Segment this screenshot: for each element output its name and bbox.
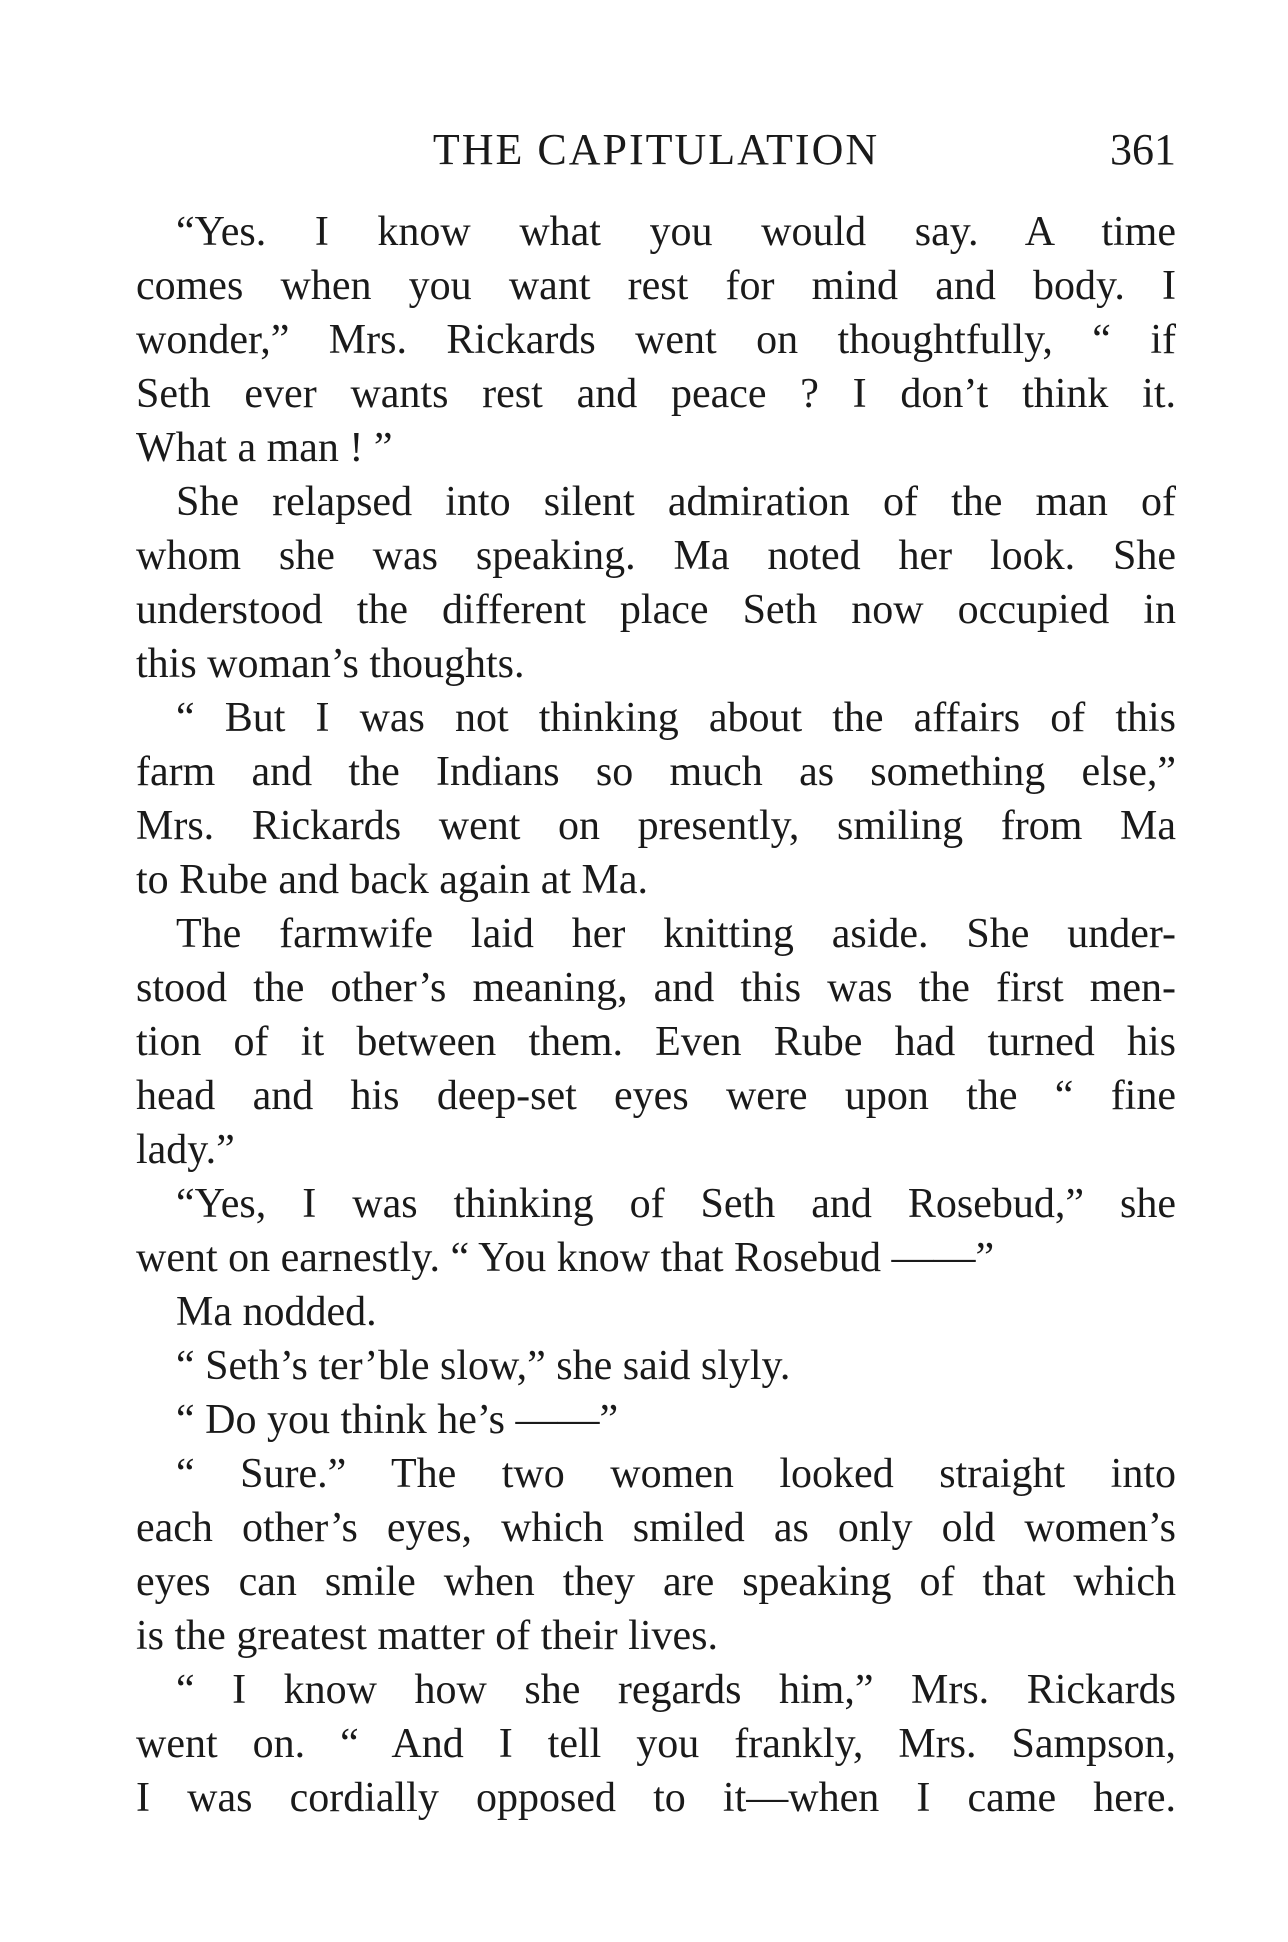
text-line: this woman’s thoughts. (136, 641, 525, 687)
text-line: I was cordially opposed to it—when I came here. (136, 1775, 1176, 1821)
text-line: went on. “ And I tell you frankly, Mrs. Sampson, (136, 1721, 1176, 1767)
text-line: “ I know how she regards him,” Mrs. Rickards (176, 1667, 1176, 1713)
text-line: She relapsed into silent admiration of the man of (176, 479, 1176, 525)
text-line: The farmwife laid her knitting aside. She under- (176, 911, 1176, 957)
body-text (136, 205, 1176, 1825)
text-line: Ma nodded. (176, 1289, 377, 1335)
text-line: went on earnestly. “ You know that Rosebud ——” (136, 1235, 995, 1281)
text-line: comes when you want rest for mind and body. I (136, 263, 1176, 309)
text-line: is the greatest matter of their lives. (136, 1613, 718, 1659)
text-line: eyes can smile when they are speaking of that which (136, 1559, 1176, 1605)
page-number: 361 (1110, 125, 1176, 174)
text-line: Mrs. Rickards went on presently, smiling from Ma (136, 803, 1176, 849)
chapter-title: THE CAPITULATION (432, 125, 880, 174)
text-line: understood the different place Seth now occupied in (136, 587, 1176, 633)
text-line: head and his deep-set eyes were upon the “ fine (136, 1073, 1176, 1119)
text-line: whom she was speaking. Ma noted her look. She (136, 533, 1176, 579)
running-head (136, 120, 1176, 180)
text-line: “ But I was not thinking about the affairs of this (176, 695, 1176, 741)
text-line: lady.” (136, 1127, 235, 1173)
text-line: “Yes, I was thinking of Seth and Rosebud,” she (176, 1181, 1176, 1227)
text-line: to Rube and back again at Ma. (136, 857, 648, 903)
text-line: “Yes. I know what you would say. A time (176, 209, 1176, 255)
text-line: “ Sure.” The two women looked straight into (176, 1451, 1176, 1497)
text-line: farm and the Indians so much as something else,” (136, 749, 1176, 795)
text-line: Seth ever wants rest and peace ? I don’t think it. (136, 371, 1176, 417)
text-line: tion of it between them. Even Rube had turned his (136, 1019, 1176, 1065)
text-line: each other’s eyes, which smiled as only old women’s (136, 1505, 1176, 1551)
text-line: What a man ! ” (136, 425, 393, 471)
text-line: “ Seth’s ter’ble slow,” she said slyly. (176, 1343, 791, 1389)
text-line: wonder,” Mrs. Rickards went on thoughtfully, “ if (136, 317, 1176, 363)
text-line: “ Do you think he’s ——” (176, 1397, 619, 1443)
text-line: stood the other’s meaning, and this was the first men- (136, 965, 1176, 1011)
